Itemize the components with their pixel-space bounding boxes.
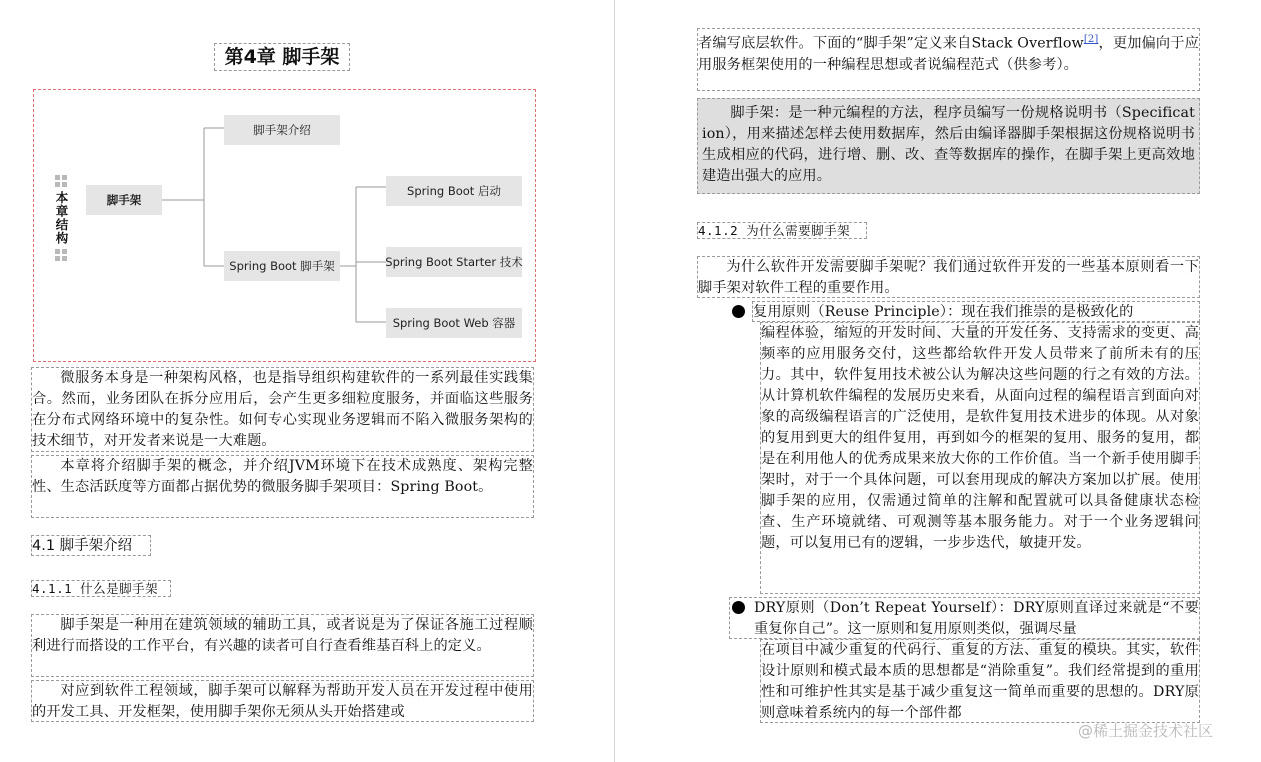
- dry-principle-first-lines: DRY原则（Don’t Repeat Yourself）：DRY原则直译过来就是“不要重复你自己”。这一原则和复用原则类似，强调尽量: [729, 597, 1200, 639]
- side-label-text: 本章结构: [54, 191, 69, 245]
- squares-icon: [55, 175, 67, 187]
- reuse-principle-first-line: 复用原则（Reuse Principle）：现在我们推崇的是极致化的: [752, 301, 1200, 322]
- diagram-node-springboot: Spring Boot 脚手架: [224, 251, 340, 281]
- bullet-dot-icon: [732, 305, 745, 318]
- dry-principle-body: 在项目中减少重复的代码行、重复的方法、重复的模块。其实，软件设计原则和模式最本质的思想都是“消除重复”。我们经常提到的重用性和可维护性其实是基于减少重复这一简单而重要的思想的。DRY原则意味着系统内的每一个部件都: [760, 639, 1200, 723]
- diagram-node-startup: Spring Boot 启动: [386, 176, 522, 206]
- scaffold-definition-paragraph: 脚手架是一种用在建筑领域的辅助工具，或者说是为了保证各施工过程顺利进行而搭设的工作平台，有兴趣的读者可自行查看维基百科上的定义。: [31, 614, 534, 677]
- page-divider: [614, 0, 615, 762]
- section-heading-4-1-1: 4.1.1 什么是脚手架: [31, 580, 171, 597]
- diagram-node-starter: Spring Boot Starter 技术: [386, 247, 522, 277]
- chapter-title: 第4章 脚手架: [214, 43, 350, 71]
- software-scaffold-paragraph: [31, 680, 534, 722]
- section-heading-4-1-2: 4.1.2 为什么需要脚手架: [697, 222, 867, 239]
- section-heading-4-1: 4.1 脚手架介绍: [31, 535, 151, 556]
- reuse-principle-body: 编程体验，缩短的开发时间、大量的开发任务、支持需求的变更、高频率的应用服务交付，这些都给软件开发人员带来了前所未有的压力。其中，软件复用技术被公认为解决这些问题的行之有效的方法。从计算机软件编程的发展历史来看，从面向过程的编程语言到面向对象的高级编程语言的广泛使用，是软件复用技术进步的体现。从对象的复用到更大的组件复用，再到如今的框架的复用、服务的复用，都是在利用他人的优秀成果来放大你的工作价值。当一个新手使用脚手架时，对于一个具体问题，可以套用现成的解决方案加以扩展。使用脚手架的应用，仅需通过简单的注解和配置就可以具备健康状态检查、生产环境就绪、可观测等基本服务能力。对于一个业务逻辑问题，可以复用已有的逻辑，一步步迭代，敏捷开发。: [760, 322, 1200, 594]
- diagram-node-web-container: Spring Boot Web 容器: [386, 308, 522, 338]
- scaffold-quote-block: 脚手架：是一种元编程的方法，程序员编写一份规格说明书（Specification），用来描述怎样去使用数据库，然后由编译器脚手架根据这份规格说明书生成相应的代码，进行增、删、改、查等数据库的操作，在脚手架上更高效地建造出强大的应用。: [697, 98, 1200, 194]
- structure-side-label: [50, 175, 72, 279]
- squares-icon: [55, 249, 67, 261]
- intro-paragraph-2: 本章将介绍脚手架的概念，并介绍JVM环境下在技术成熟度、架构完整性、生态活跃度等方面都占据优势的微服务脚手架项目：Spring Boot。: [31, 455, 534, 518]
- stackoverflow-intro-text: 者编写底层软件。下面的“脚手架”定义来自Stack Overflow: [698, 35, 1084, 52]
- why-scaffold-paragraph: 为什么软件开发需要脚手架呢？我们通过软件开发的一些基本原则看一下脚手架对软件工程的重要作用。: [697, 256, 1200, 298]
- watermark: @稀土掘金技术社区: [1078, 722, 1214, 740]
- reference-link[interactable]: [2]: [1083, 34, 1099, 45]
- software-scaffold-text: 对应到软件工程领域，脚手架可以解释为帮助开发人员在开发过程中使用的开发工具、开发框架，使用脚手架你无须从头开始搭建或: [32, 683, 533, 720]
- intro-paragraph-1: 微服务本身是一种架构风格，也是指导组织构建软件的一系列最佳实践集合。然而，业务团队在拆分应用后，会产生更多细粒度服务，并面临这些服务在分布式网络环境中的复杂性。如何专心实现业务逻辑而不陷入微服务架构的技术细节，对开发者来说是一大难题。: [31, 367, 534, 452]
- stackoverflow-intro-text-after: ，更加偏向于应用服务框架使用的一种编程思想或者说编程范式（供参考）。: [698, 35, 1199, 73]
- chapter-structure-diagram: [33, 89, 536, 362]
- stackoverflow-intro-paragraph: [697, 28, 1200, 91]
- diagram-node-root: 脚手架: [86, 185, 162, 215]
- diagram-node-intro: 脚手架介绍: [224, 115, 340, 145]
